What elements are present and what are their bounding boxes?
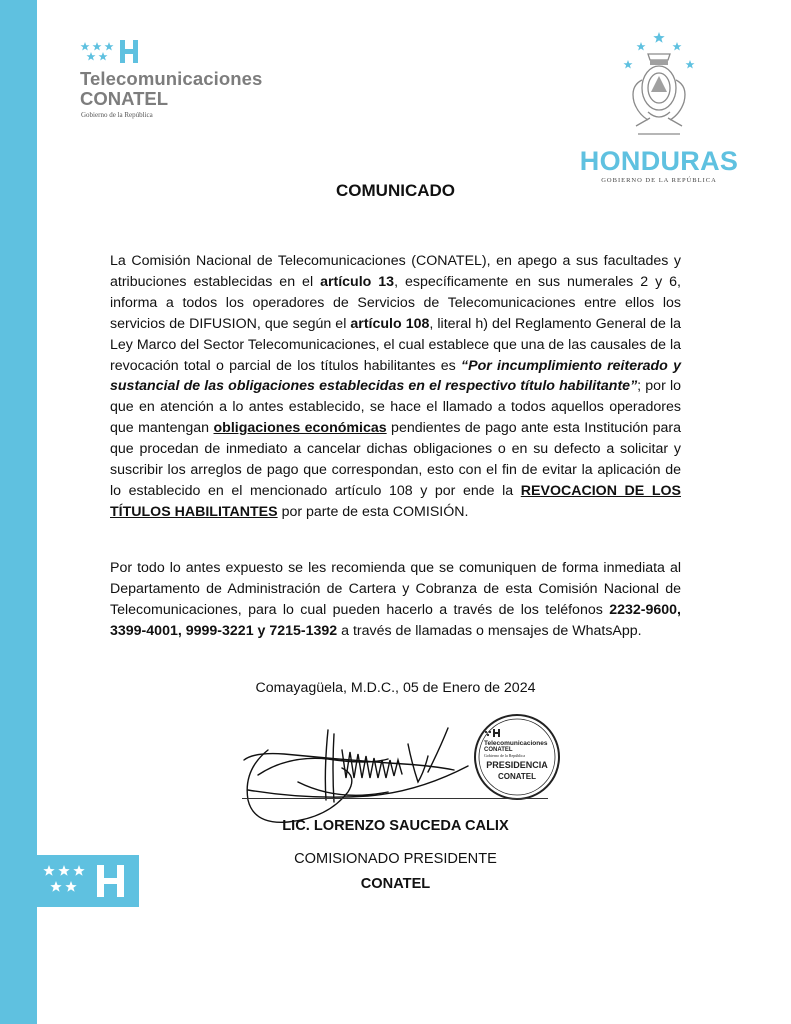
p1-underlined-revocation: REVOCACION DE LOS TÍTULOS HABILITANTES xyxy=(110,482,681,520)
place-and-date: Comayagüela, M.D.C., 05 de Enero de 2024 xyxy=(255,680,536,696)
five-stars-h-icon xyxy=(37,855,139,907)
left-accent-bar xyxy=(0,0,37,1024)
document-title: COMUNICADO xyxy=(336,181,455,200)
p1-text: La Comisión Nacional de Telecomunicaciones (CONATEL), en apego a sus facultades y atribuciones establecidas en el xyxy=(110,253,681,290)
signer-name: LIC. LORENZO SAUCEDA CALIX xyxy=(282,818,509,834)
signature-line xyxy=(242,798,548,799)
p2-text: Por todo lo antes expuesto se les recomienda que se comuniquen de forma inmediata al Departamento de Administración de Cartera y Cobranza de esta Comisión Nacional de Telecomunicaciones, para lo cual pueden hacerlo a través de los teléfonos xyxy=(110,560,681,618)
logo-tagline: Gobierno de la República xyxy=(81,111,153,119)
signer-organization: CONATEL xyxy=(360,876,431,892)
logo-line-telecomunicaciones: Telecomunicaciones xyxy=(80,68,263,89)
stamp-line-1: Telecomunicaciones xyxy=(484,740,548,747)
handwritten-signature xyxy=(238,720,478,830)
footer-badge xyxy=(37,855,139,907)
p2-phone-numbers: 2232-9600, 3399-4001, 9999-3221 y 7215-1392 xyxy=(110,601,681,639)
logo-country-name: HONDURAS xyxy=(579,146,739,176)
five-stars-h-icon xyxy=(80,38,152,66)
p2-text: a través de llamadas o mensajes de WhatsApp. xyxy=(337,622,642,639)
body-paragraph-2 xyxy=(110,558,681,642)
honduras-coat-of-arms-icon xyxy=(578,30,740,145)
honduras-logo xyxy=(578,30,743,190)
stamp-line-2: CONATEL xyxy=(484,747,513,753)
body-paragraph-1 xyxy=(110,251,681,523)
logo-line-conatel: CONATEL xyxy=(80,88,169,109)
p1-text: pendientes de pago ante esta Institución para que procedan de inmediato a cancelar dichas obligaciones o en su defecto a solicitar y suscribir los arreglos de pago que correspondan, esto con el fin de evitar la aplicación de lo establecido en el mencionado artículo 108 y por ende la xyxy=(110,420,681,499)
p1-bold-article-108: artículo 108 xyxy=(350,315,430,332)
logo-government-tagline: GOBIERNO DE LA REPÚBLICA xyxy=(601,177,717,184)
signer-role: COMISIONADO PRESIDENTE xyxy=(294,851,497,867)
p1-text: ; por lo que en atención a lo antes establecido, se hace el llamado a todos aquellos operadores que mantengan xyxy=(110,378,682,437)
p1-text: , específicamente en sus numerales 2 y 6, informa a todos los operadores de Servicios de Telecomunicaciones entre ellos los servicios de DIFUSION, que según el xyxy=(110,273,681,332)
p1-text: por parte de esta COMISIÓN. xyxy=(277,503,469,520)
p1-underlined-obligations: obligaciones económicas xyxy=(213,420,387,437)
stamp-line-5: CONATEL xyxy=(497,772,537,781)
p1-quote: “Por incumplimiento reiterado y sustancial de las obligaciones establecidas en el respectivo título habilitante” xyxy=(110,357,681,395)
stamp-line-3: Gobierno de la República xyxy=(484,753,525,758)
p1-text: , literal h) del Reglamento General de la Ley Marco del Sector Telecomunicaciones, el cual establece que una de las causales de la revocación total o parcial de los títulos habilitantes es xyxy=(110,315,682,374)
stamp-line-4: PRESIDENCIA xyxy=(486,760,548,770)
official-stamp xyxy=(472,712,562,802)
p1-bold-article-13: artículo 13 xyxy=(320,273,395,290)
conatel-logo xyxy=(80,38,300,128)
